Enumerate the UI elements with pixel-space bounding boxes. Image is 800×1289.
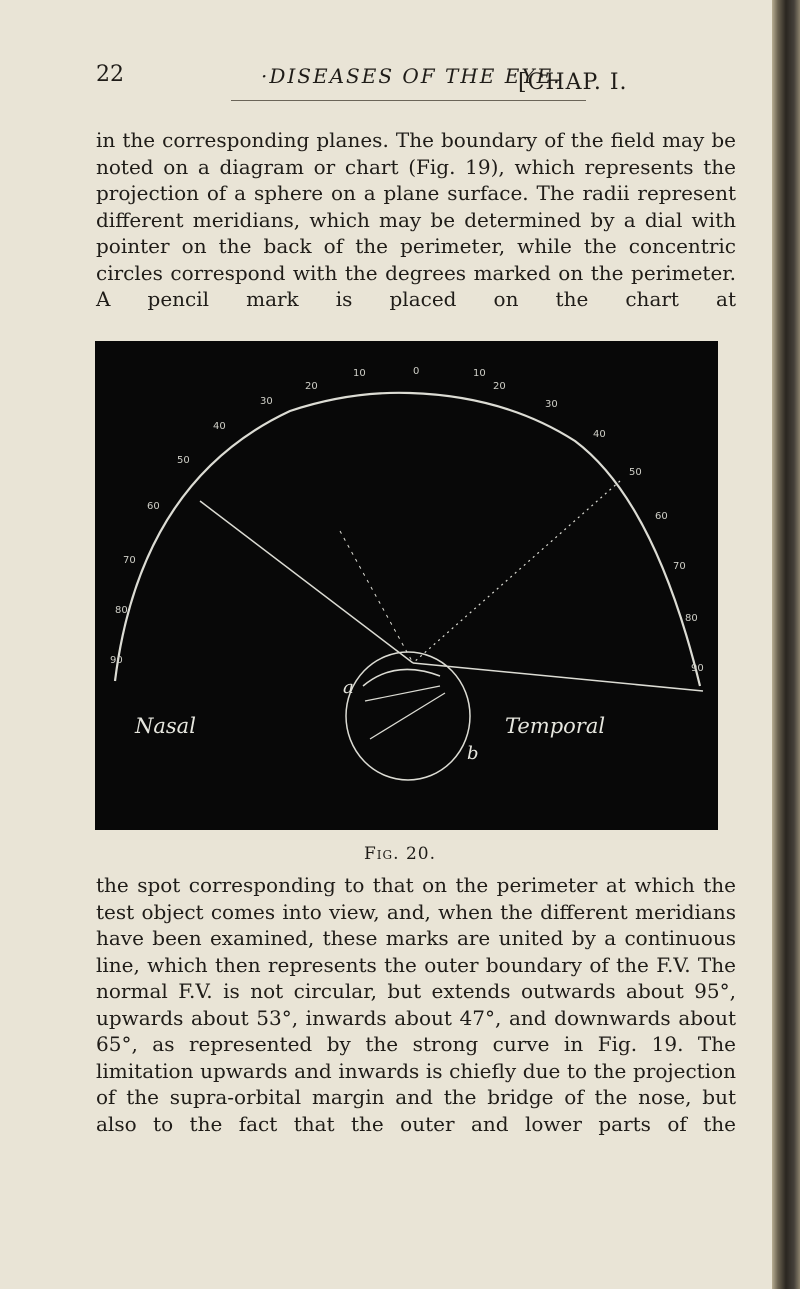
tick-label: 10 — [473, 368, 486, 379]
paragraph-2: the spot corresponding to that on the perimeter at which the test object comes into view, and, when the different meridians have been examined, these marks are united by a continuous line, which then represents the outer boundary of the F.V. The normal F.V. is not circular, but extends outwards about 95°, upwards about 53°, inwards about 47°, and downwards about 65°, as represented by the strong curve in Fig. 19. The limitation upwards and inwards is chiefly due to the projection of the supra-orbital margin and the bridge of the nose, but also to the fact that the outer and lower parts of the — [96, 873, 736, 1136]
tick-label: 80 — [115, 605, 128, 616]
perimeter-arc — [115, 393, 700, 686]
book-binding-edge — [772, 0, 800, 1289]
tick-label: 60 — [655, 511, 668, 522]
figure-caption: Fig. 20. — [364, 844, 436, 864]
perimeter-figure — [95, 341, 718, 830]
tick-label: 70 — [123, 555, 136, 566]
temporal-label: Temporal — [505, 714, 606, 738]
header-rule — [231, 100, 586, 101]
tick-label: 80 — [685, 613, 698, 624]
tick-label: 50 — [177, 455, 190, 466]
temporal-sight-line — [413, 481, 620, 663]
eye-ray-line — [370, 693, 445, 739]
running-title: ·DISEASES OF THE EYE. — [261, 64, 562, 88]
tick-label: 20 — [493, 381, 506, 392]
page-number: 22 — [96, 62, 124, 87]
perimeter-diagram — [95, 341, 718, 830]
page-header — [96, 62, 741, 102]
tick-label: 50 — [629, 467, 642, 478]
eye-axis-line — [365, 686, 440, 701]
chapter-reference: [CHAP. I. — [518, 70, 628, 95]
tick-label: 20 — [305, 381, 318, 392]
tick-label: 10 — [353, 368, 366, 379]
tick-label: 90 — [110, 655, 123, 666]
tick-label: 40 — [593, 429, 606, 440]
tick-labels — [110, 366, 704, 674]
tick-label: 30 — [545, 399, 558, 410]
nasal-label: Nasal — [135, 714, 196, 738]
tick-label: 90 — [691, 663, 704, 674]
nasal-sight-line — [200, 501, 413, 663]
tick-label: 70 — [673, 561, 686, 572]
cross-line — [340, 531, 413, 663]
tick-label: 0 — [413, 366, 420, 377]
paragraph-1: in the corresponding planes. The boundary of the field may be noted on a diagram or chart (Fig. 19), which represents the projection of a sphere on a plane surface. The radii represent different meridians, which may be determined by a dial with pointer on the back of the perimeter, while the concentric circles correspond with the degrees marked on the perimeter. A pencil mark is placed on the chart at — [96, 128, 736, 311]
tick-label: 40 — [213, 421, 226, 432]
tick-label: 30 — [260, 396, 273, 407]
point-a-label: a — [343, 677, 354, 698]
point-b-label: b — [467, 743, 479, 764]
tick-label: 60 — [147, 501, 160, 512]
eye-cornea — [363, 669, 440, 686]
